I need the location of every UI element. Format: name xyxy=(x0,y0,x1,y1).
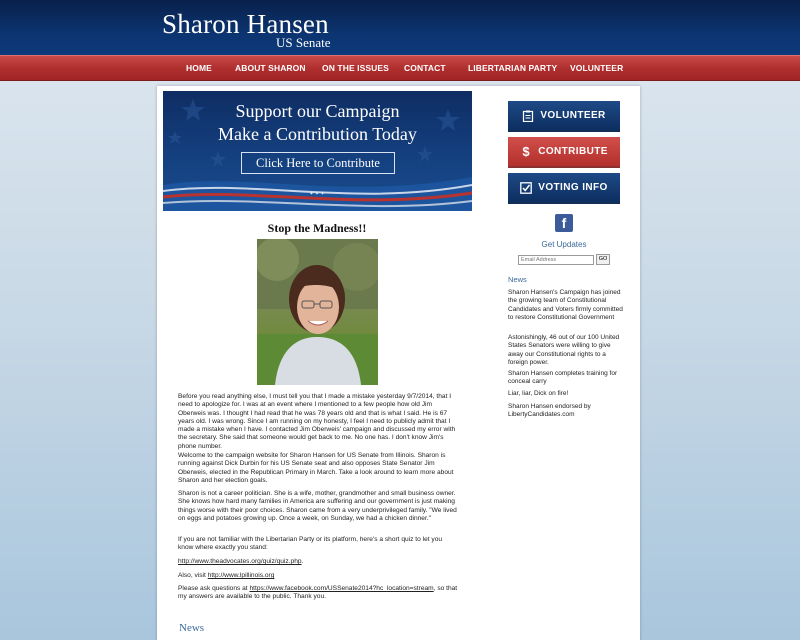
get-updates-label: Get Updates xyxy=(541,240,587,249)
quiz-link-suffix: . xyxy=(301,558,304,565)
facebook-page-link[interactable]: https://www.facebook.com/USSenate2014?hc_location=stream xyxy=(249,585,434,592)
lp-link-line xyxy=(178,572,459,580)
voting-info-button-label: VOTING INFO xyxy=(538,182,608,193)
go-button[interactable]: GO xyxy=(596,254,610,265)
news-item[interactable]: Liar, liar, Dick on fire! xyxy=(508,390,569,397)
about-paragraph: Sharon is not a career politician. She is a wife, mother, grandmother and small business owner. She knows how hard many families in America are suffering and our government is just making things worse with their poor choices. Sharon came from a very underprivileged family. "We lived on eggs and potatoes growing up. Once a week, on Sunday, we had a chicken dinner." xyxy=(178,490,457,522)
site-subtitle: US Senate xyxy=(276,35,331,50)
facebook-icon[interactable]: f xyxy=(555,214,573,232)
banner-headline-2: Make a Contribution Today xyxy=(218,124,417,144)
news-item[interactable]: Sharon Hansen completes training for conceal carry xyxy=(508,370,618,386)
contribute-button[interactable] xyxy=(508,137,620,168)
main-nav xyxy=(0,55,800,81)
clipboard-icon xyxy=(522,110,534,122)
dollar-icon: $ xyxy=(522,143,531,159)
news-item[interactable]: Sharon Hansen endorsed by LibertyCandidates.com xyxy=(508,403,591,419)
quiz-link[interactable]: http://www.theadvocates.org/quiz/quiz.php xyxy=(178,558,302,565)
nav-libertarian-party[interactable]: LIBERTARIAN PARTY xyxy=(468,63,558,73)
nav-about-sharon[interactable]: ABOUT SHARON xyxy=(235,63,306,73)
page-title: Stop the Madness!! xyxy=(267,221,367,235)
contribute-button-label: CONTRIBUTE xyxy=(538,146,608,157)
quiz-link-line xyxy=(178,558,459,566)
nav-contact[interactable]: CONTACT xyxy=(404,63,446,73)
banner-headline-1: Support our Campaign xyxy=(235,101,400,121)
news-item[interactable]: Astonishingly, 46 out of our 100 United States Senators were willing to give away our Constitutional rights to a foreign power. xyxy=(508,334,620,366)
news-item[interactable]: Sharon Hansen's Campaign has joined the growing team of Constitutional Candidates and Voters firmly committed to restore Constitutional Government xyxy=(508,289,623,321)
checkbox-icon xyxy=(520,182,532,194)
nav-on-the-issues[interactable]: ON THE ISSUES xyxy=(322,63,389,73)
also-visit-text: Also, visit xyxy=(178,572,208,579)
voting-info-button[interactable] xyxy=(508,173,620,204)
site-header xyxy=(0,0,800,55)
ask-prefix-text: Please ask questions at xyxy=(178,585,250,592)
contribute-banner-button[interactable]: Click Here to Contribute xyxy=(241,152,395,174)
candidate-portrait xyxy=(257,239,378,385)
volunteer-button[interactable] xyxy=(508,101,620,132)
volunteer-button-label: VOLUNTEER xyxy=(540,110,606,121)
candidate-photo xyxy=(257,239,378,385)
nav-home[interactable]: HOME xyxy=(186,63,212,73)
svg-text:✦ ✦ ✦: ✦ ✦ ✦ xyxy=(309,191,325,197)
content-panel xyxy=(157,86,640,640)
welcome-paragraph: Welcome to the campaign website for Sharon Hansen for US Senate from Illinois. Sharon is running against Dick Durbin for his US Senate seat and also opposes State Senator Jim Oberweis, elected in the Republican Primary in March. Take a look around to learn more about Sharon and her election goals. xyxy=(178,452,454,484)
quiz-intro-paragraph: If you are not familiar with the Libertarian Party or its platform, here's a short quiz to let you know where exactly you stand: xyxy=(178,536,443,552)
news-section-heading: News xyxy=(179,622,205,634)
ask-suffix-text: , so that my answers are available to the public. Thank you. xyxy=(178,585,458,601)
site-logo[interactable] xyxy=(162,9,331,50)
apology-paragraph: Before you read anything else, I must tell you that I made a mistake yesterday 9/7/2014, that I need to apologize for. I was at an event where I mentioned to a few people how old Jim Oberweis was. I thought I had read that he was 78 years old and that is what I said. He is 67 years old. I was wrong. Since I am running on my honesty, I feel I need to publicly admit that I made a mistake when I have. I contacted Jim Oberweis' campaign and discussed my error with the secretary. She said that someone would get back to me. No one has. I don't know Jim's phone number. xyxy=(178,393,456,450)
email-field[interactable] xyxy=(518,255,594,265)
questions-paragraph xyxy=(178,585,459,602)
lp-illinois-link[interactable]: http://www.lpillinois.org xyxy=(207,572,275,579)
site-name: Sharon Hansen xyxy=(162,9,329,39)
nav-volunteer[interactable]: VOLUNTEER xyxy=(570,63,624,73)
sidebar-news-heading: News xyxy=(508,275,527,284)
contribute-banner[interactable] xyxy=(163,91,472,211)
